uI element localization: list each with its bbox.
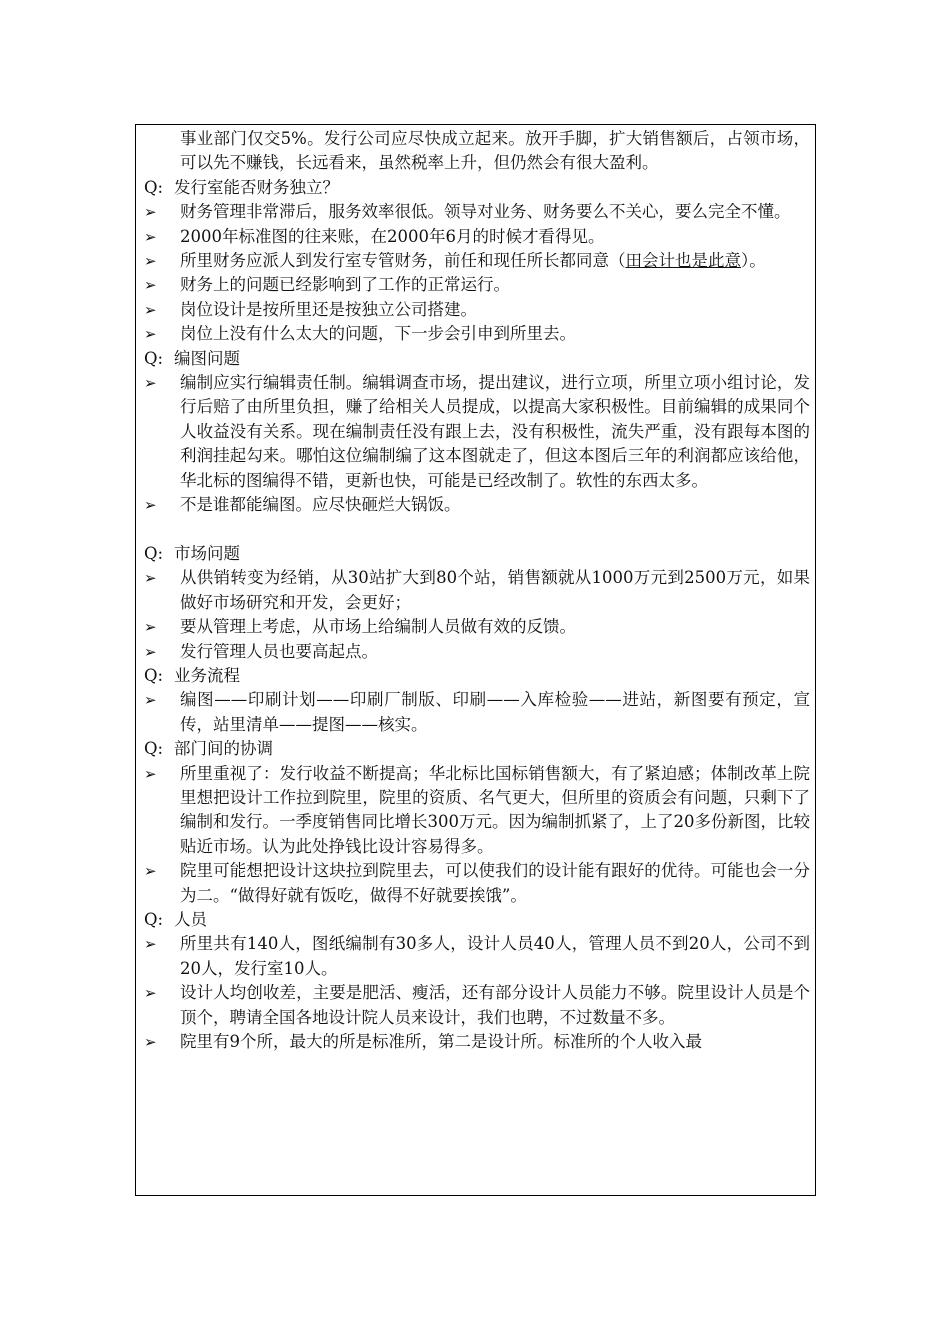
arrow-bullet-icon: ➢ [144,1033,157,1052]
arrow-bullet-icon: ➢ [144,764,157,783]
question-text: 部门间的协调 [174,739,273,759]
bullet-text: 岗位上没有什么太大的问题，下一步会引申到所里去。 [180,324,576,344]
arrow-bullet-icon: ➢ [144,374,157,393]
bullet-text: 财务上的问题已经影响到了工作的正常运行。 [180,275,510,295]
arrow-bullet-icon: ➢ [144,252,157,271]
paragraph-text: 事业部门仅交5%。发行公司应尽快成立起来。放开手脚，扩大销售额后，占领市场，可以先不赚钱，长远看来，虽然税率上升，但仍然会有很大盈利。 [180,129,810,173]
question-prefix: Q: [144,348,164,368]
bullet-item [144,688,810,737]
bullet-text-part: 所里财务应派人到发行室专管财务，前任和现任所长都同意（ [180,251,626,271]
question-text: 发行室能否财务独立？ [174,177,339,197]
bullet-text: 所里共有140人，图纸编制有30多人，设计人员40人，管理人员不到20人，公司不到20人，发行室10人。 [180,934,810,978]
question-heading [144,542,810,566]
bullet-text: 设计人均创收差，主要是肥活、瘦活，还有部分设计人员能力不够。院里设计人员是个顶个，聘请全国各地设计院人员来设计，我们也聘，不过数量不多。 [180,983,810,1027]
bullet-text: 财务管理非常滞后，服务效率很低。领导对业务、财务要么不关心，要么完全不懂。 [180,202,791,222]
bullet-item [144,273,810,297]
bullet-text: 从供销转变为经销，从30站扩大到80个站，销售额就从1000万元到2500万元，如果做好市场研究和开发，会更好； [180,568,810,612]
bullet-text [180,249,810,273]
question-heading [144,908,810,932]
arrow-bullet-icon: ➢ [144,300,157,319]
question-prefix: Q: [144,909,164,929]
bullet-text: 院里可能想把设计这块拉到院里去，可以使我们的设计能有跟好的优待。可能也会一分为二。“做得好就有饭吃，做得不好就要挨饿”。 [180,861,810,905]
bullet-item [144,322,810,346]
question-prefix: Q: [144,665,164,685]
arrow-bullet-icon: ➢ [144,862,157,881]
arrow-bullet-icon: ➢ [144,496,157,515]
question-text: 市场问题 [174,543,240,563]
bullet-item [144,762,810,860]
arrow-bullet-icon: ➢ [144,935,157,954]
arrow-bullet-icon: ➢ [144,569,157,588]
arrow-bullet-icon: ➢ [144,276,157,295]
question-prefix: Q: [144,543,164,563]
bullet-text: 岗位设计是按所里还是按独立公司搭建。 [180,299,477,319]
underlined-text: 田会计也是此意 [625,251,741,271]
bullet-text: 所里重视了：发行收益不断提高；华北标比国标销售额大，有了紧迫感；体制改革上院里想把设计工作拉到院里，院里的资质、名气更大，但所里的资质会有问题，只剩下了编制和发行。一季度销售同比增长300万元。因为编制抓紧了，上了20多份新图，比较贴近市场。认为此处挣钱比设计容易得多。 [180,763,810,856]
bullet-item [144,640,810,664]
bullet-text: 院里有9个所，最大的所是标准所，第二是设计所。标准所的个人收入最 [180,1032,702,1052]
question-heading [144,737,810,761]
bullet-item [144,371,810,493]
bullet-item [144,566,810,615]
bullet-item [144,298,810,322]
bullet-item [144,859,810,908]
blank-line [144,518,810,542]
bullet-item [144,200,810,224]
arrow-bullet-icon: ➢ [144,227,157,246]
question-text: 业务流程 [174,665,240,685]
bullet-text: 2000年标准图的往来账，在2000年6月的时候才看得见。 [180,226,605,246]
bullet-item [144,249,810,273]
document-frame [135,124,816,1196]
arrow-bullet-icon: ➢ [144,203,157,222]
question-text: 编图问题 [174,348,240,368]
paragraph-continuation [144,127,810,176]
bullet-text: 编图——印刷计划——印刷厂制版、印刷——入库检验——进站，新图要有预定，宣传，站里清单——提图——核实。 [180,690,810,734]
question-heading [144,664,810,688]
arrow-bullet-icon: ➢ [144,618,157,637]
bullet-item [144,981,810,1030]
arrow-bullet-icon: ➢ [144,984,157,1003]
bullet-text: 要从管理上考虑，从市场上给编制人员做有效的反馈。 [180,617,576,637]
bullet-item [144,225,810,249]
bullet-item [144,493,810,517]
question-prefix: Q: [144,177,164,197]
bullet-item [144,1030,810,1054]
bullet-text: 编制应实行编辑责任制。编辑调查市场，提出建议，进行立项，所里立项小组讨论，发行后赔了由所里负担，赚了给相关人员提成，以提高大家积极性。目前编辑的成果同个人收益没有关系。现在编制责任没有跟上去，没有积极性，流失严重，没有跟每本图的利润挂起勾来。哪怕这位编制编了这本图就走了，但这本图后三年的利润都应该给他，华北标的图编得不错，更新也快，可能是已经改制了。软性的东西太多。 [180,373,810,490]
arrow-bullet-icon: ➢ [144,642,157,661]
bullet-item [144,932,810,981]
question-heading [144,176,810,200]
arrow-bullet-icon: ➢ [144,691,157,710]
document-content [144,127,810,1054]
bullet-item [144,615,810,639]
bullet-text-part: ）。 [741,251,766,271]
bullet-text: 发行管理人员也要高起点。 [180,641,378,661]
arrow-bullet-icon: ➢ [144,325,157,344]
question-heading [144,347,810,371]
bullet-text: 不是谁都能编图。应尽快砸烂大锅饭。 [180,495,461,515]
question-text: 人员 [174,909,207,929]
question-prefix: Q: [144,739,164,759]
